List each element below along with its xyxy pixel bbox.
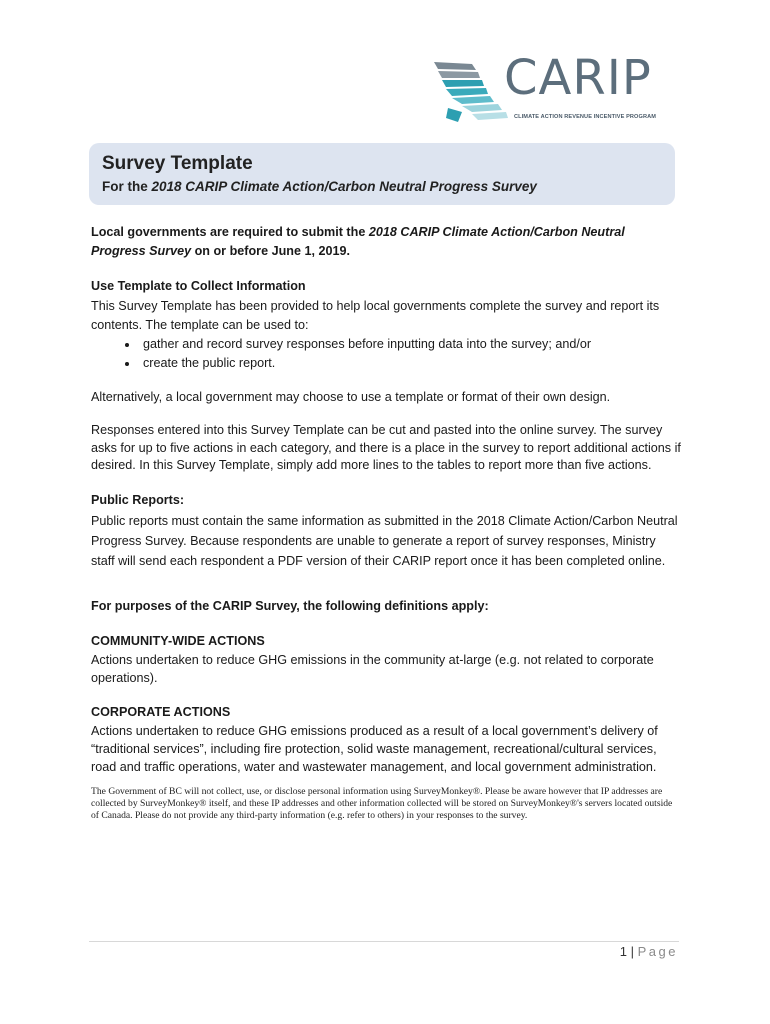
- use-template-heading: Use Template to Collect Information: [91, 279, 306, 293]
- use-template-list: [91, 335, 681, 373]
- intro-survey-name: 2018 CARIP Climate Action/Carbon Neutral Progress Survey: [91, 225, 625, 258]
- logo-tagline: CLIMATE ACTION REVENUE INCENTIVE PROGRAM: [514, 114, 656, 120]
- page-label: Page: [637, 944, 678, 959]
- privacy-notice: The Government of BC will not collect, use, or disclose personal information using SurveyMonkey®. Please be aware however that IP addresses are collected by SurveyMonkey® itself, and these IP addresses and other information collected will be stored on SurveyMonkey®'s servers located outside of Canada. Please do not provide any third-party information (e.g. refer to others) in your responses to the survey.: [91, 785, 673, 822]
- carip-logo: [432, 50, 672, 128]
- page-number-value: 1: [619, 944, 627, 959]
- page-number: [620, 944, 678, 959]
- logo-wordmark: CARIP: [504, 50, 652, 106]
- page-subtitle: [102, 179, 537, 194]
- title-banner: [89, 143, 675, 205]
- page-title: Survey Template: [102, 153, 253, 174]
- document-body: [91, 223, 681, 823]
- subtitle-survey-name: 2018 CARIP Climate Action/Carbon Neutral Progress Survey: [151, 179, 537, 194]
- intro-deadline: on or before June 1, 2019.: [191, 244, 350, 258]
- responses-paragraph: Responses entered into this Survey Template can be cut and pasted into the online survey. The survey asks for up to five actions in each category, and there is a place in the survey to report additional actions if desired. In this Survey Template, simply add more lines to the tables to report more than five actions.: [91, 423, 681, 472]
- list-item: • create the public report.: [139, 354, 681, 373]
- community-body: Actions undertaken to reduce GHG emissions in the community at-large (e.g. not related to corporate operations).: [91, 652, 654, 685]
- subtitle-prefix: For the: [102, 179, 152, 194]
- list-item: • gather and record survey responses before inputting data into the survey; and/or: [139, 335, 681, 354]
- public-reports-heading: Public Reports:: [91, 492, 185, 507]
- corporate-body: Actions undertaken to reduce GHG emissions produced as a result of a local government’s delivery of “traditional services”, including fire protection, solid waste management, recreational/cultural services, road and traffic operations, water and wastewater management, and local government administration.: [91, 723, 658, 774]
- definitions-heading: For purposes of the CARIP Survey, the following definitions apply:: [91, 598, 489, 613]
- corporate-heading: CORPORATE ACTIONS: [91, 704, 231, 719]
- community-heading: COMMUNITY-WIDE ACTIONS: [91, 633, 265, 648]
- page-separator: |: [630, 944, 634, 959]
- bc-map-icon: [432, 60, 512, 126]
- intro-paragraph: [91, 223, 681, 261]
- footer-divider: [89, 941, 679, 942]
- intro-text: Local governments are required to submit the: [91, 225, 369, 239]
- use-template-body: This Survey Template has been provided to help local governments complete the survey and report its contents. The template can be used to:: [91, 299, 660, 332]
- alternatively-paragraph: Alternatively, a local government may choose to use a template or format of their own design.: [91, 390, 611, 404]
- public-reports-body: Public reports must contain the same information as submitted in the 2018 Climate Action/Carbon Neutral Progress Survey. Because respondents are unable to generate a report of survey responses, Ministry staff will send each respondent a PDF version of their CARIP report once it has been completed online.: [91, 513, 678, 568]
